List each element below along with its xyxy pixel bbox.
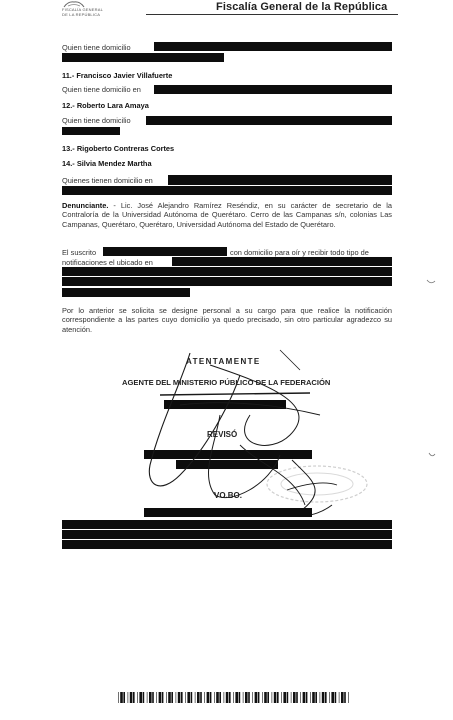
logo-line-2: DE LA REPÚBLICA xyxy=(62,11,101,17)
barcode-bar xyxy=(335,692,337,703)
barcode-bar xyxy=(320,692,321,703)
barcode-bar xyxy=(137,692,138,703)
barcode-bar xyxy=(274,692,277,703)
barcode-bar xyxy=(239,692,241,703)
redaction xyxy=(144,508,312,517)
barcode-bar xyxy=(195,692,196,703)
item-number: 12.- xyxy=(62,101,75,110)
barcode-bar xyxy=(287,692,289,703)
redaction xyxy=(62,53,224,62)
barcode-bar xyxy=(296,692,298,703)
barcode-bar xyxy=(207,692,210,703)
notificaciones-label: notificaciones el ubicado en xyxy=(62,258,153,267)
denunciante-label: Denunciante. xyxy=(62,201,109,210)
barcode-bar xyxy=(235,692,238,703)
barcode-bar xyxy=(267,692,269,703)
barcode-bar xyxy=(133,692,135,703)
redaction xyxy=(62,288,190,297)
person-11 xyxy=(62,71,172,80)
redaction xyxy=(62,127,120,135)
barcode xyxy=(118,692,350,703)
redaction xyxy=(146,116,392,125)
domicile-label-11: Quien tiene domicilio en xyxy=(62,85,141,94)
barcode-bar xyxy=(348,692,349,703)
barcode-bar xyxy=(252,692,253,703)
barcode-bar xyxy=(139,692,142,703)
barcode-bar xyxy=(243,692,244,703)
barcode-bar xyxy=(312,692,315,703)
barcode-bar xyxy=(306,692,308,703)
barcode-bar xyxy=(245,692,248,703)
barcode-bar xyxy=(262,692,263,703)
domicile-label-14: Quienes tienen domicilio en xyxy=(62,176,153,185)
barcode-bar xyxy=(344,692,346,703)
redaction xyxy=(172,257,392,266)
barcode-bar xyxy=(226,692,229,703)
margin-mark xyxy=(428,452,436,460)
barcode-bar xyxy=(315,692,317,703)
barcode-bar xyxy=(176,692,177,703)
redaction xyxy=(62,530,392,539)
barcode-bar xyxy=(331,692,334,703)
barcode-bar xyxy=(120,692,123,703)
redaction xyxy=(154,85,392,94)
barcode-bar xyxy=(152,692,154,703)
barcode-bar xyxy=(219,692,221,703)
barcode-bar xyxy=(293,692,296,703)
redaction xyxy=(103,247,227,256)
barcode-bar xyxy=(171,692,173,703)
item-number: 13.- xyxy=(62,144,75,153)
barcode-bar xyxy=(310,692,311,703)
barcode-bar xyxy=(281,692,282,703)
person-name: Silvia Mendez Martha xyxy=(76,159,152,168)
barcode-bar xyxy=(178,692,181,703)
vobo-label: VO.BO. xyxy=(214,491,243,500)
person-13 xyxy=(62,144,174,153)
redaction xyxy=(62,540,392,549)
barcode-bar xyxy=(185,692,186,703)
barcode-bar xyxy=(325,692,327,703)
logo-line-1: FISCALÍA GENERAL xyxy=(62,7,103,12)
barcode-bar xyxy=(224,692,225,703)
barcode-bar xyxy=(130,692,133,703)
barcode-bar xyxy=(248,692,250,703)
barcode-bar xyxy=(156,692,157,703)
suscrito-label: El suscrito xyxy=(62,248,97,257)
person-12 xyxy=(62,101,149,110)
barcode-bar xyxy=(329,692,330,703)
barcode-bar xyxy=(322,692,325,703)
barcode-bar xyxy=(187,692,190,703)
header-divider xyxy=(146,14,398,15)
suscrito-domicile-text: con domicilio para oír y recibir todo tipo de xyxy=(230,248,369,257)
page-title: Fiscalía General de la República xyxy=(216,1,388,13)
barcode-bar xyxy=(210,692,212,703)
redaction xyxy=(62,267,392,276)
barcode-bar xyxy=(341,692,344,703)
barcode-bar xyxy=(264,692,267,703)
domicile-label-12: Quien tiene domicilio xyxy=(62,116,131,125)
barcode-bar xyxy=(168,692,171,703)
margin-mark xyxy=(426,278,436,286)
barcode-bar xyxy=(143,692,145,703)
redaction xyxy=(62,520,392,529)
person-name: Francisco Javier Villafuerte xyxy=(76,71,173,80)
denunciante-paragraph xyxy=(62,201,392,229)
barcode-bar xyxy=(159,692,162,703)
redaction xyxy=(62,186,392,195)
barcode-bar xyxy=(214,692,215,703)
person-14 xyxy=(62,159,152,168)
barcode-bar xyxy=(181,692,183,703)
barcode-bar xyxy=(233,692,234,703)
closing-paragraph: Por lo anterior se solicita se designe personal a su cargo para que realice la notificación correspondiente a las partes cuyo domicilio ya quedo precisado, sin otro particular agradezco su atención. xyxy=(62,306,392,334)
atentamente-label: ATENTAMENTE xyxy=(186,357,261,366)
barcode-bar xyxy=(162,692,164,703)
barcode-bar xyxy=(300,692,301,703)
barcode-bar xyxy=(197,692,200,703)
barcode-bar xyxy=(200,692,202,703)
person-name: Roberto Lara Amaya xyxy=(76,101,149,110)
barcode-bar xyxy=(216,692,219,703)
barcode-bar xyxy=(229,692,231,703)
barcode-bar xyxy=(258,692,260,703)
agente-title: AGENTE DEL MINISTERIO PÚBLICO DE LA FEDERACIÓN xyxy=(122,378,331,387)
denunciante-text: - Lic. José Alejandro Ramírez Reséndiz, en su carácter de secretario de la Contraloría de la Universidad Autónoma de Querétaro. Cerro de las Campanas s/n, colonias Las Campanas, Querétaro, Querétaro, Universidad Autónoma del Estado de Querétaro. xyxy=(62,201,393,229)
barcode-bar xyxy=(272,692,273,703)
barcode-bar xyxy=(283,692,286,703)
barcode-bar xyxy=(204,692,205,703)
person-name: Rigoberto Contreras Cortes xyxy=(76,144,175,153)
redaction xyxy=(62,277,392,286)
barcode-bar xyxy=(255,692,258,703)
redaction xyxy=(154,42,392,51)
item-number: 14.- xyxy=(62,159,75,168)
domicile-label-0: Quien tiene domicilio xyxy=(62,43,131,52)
barcode-bar xyxy=(118,692,119,703)
barcode-bar xyxy=(191,692,193,703)
barcode-bar xyxy=(147,692,148,703)
redaction xyxy=(168,175,392,185)
barcode-bar xyxy=(291,692,292,703)
item-number: 11.- xyxy=(62,71,75,80)
barcode-bar xyxy=(166,692,167,703)
barcode-bar xyxy=(128,692,129,703)
barcode-bar xyxy=(303,692,306,703)
barcode-bar xyxy=(149,692,152,703)
barcode-bar xyxy=(339,692,340,703)
barcode-bar xyxy=(123,692,125,703)
reviso-label: REVISÓ xyxy=(207,430,238,439)
barcode-bar xyxy=(277,692,279,703)
